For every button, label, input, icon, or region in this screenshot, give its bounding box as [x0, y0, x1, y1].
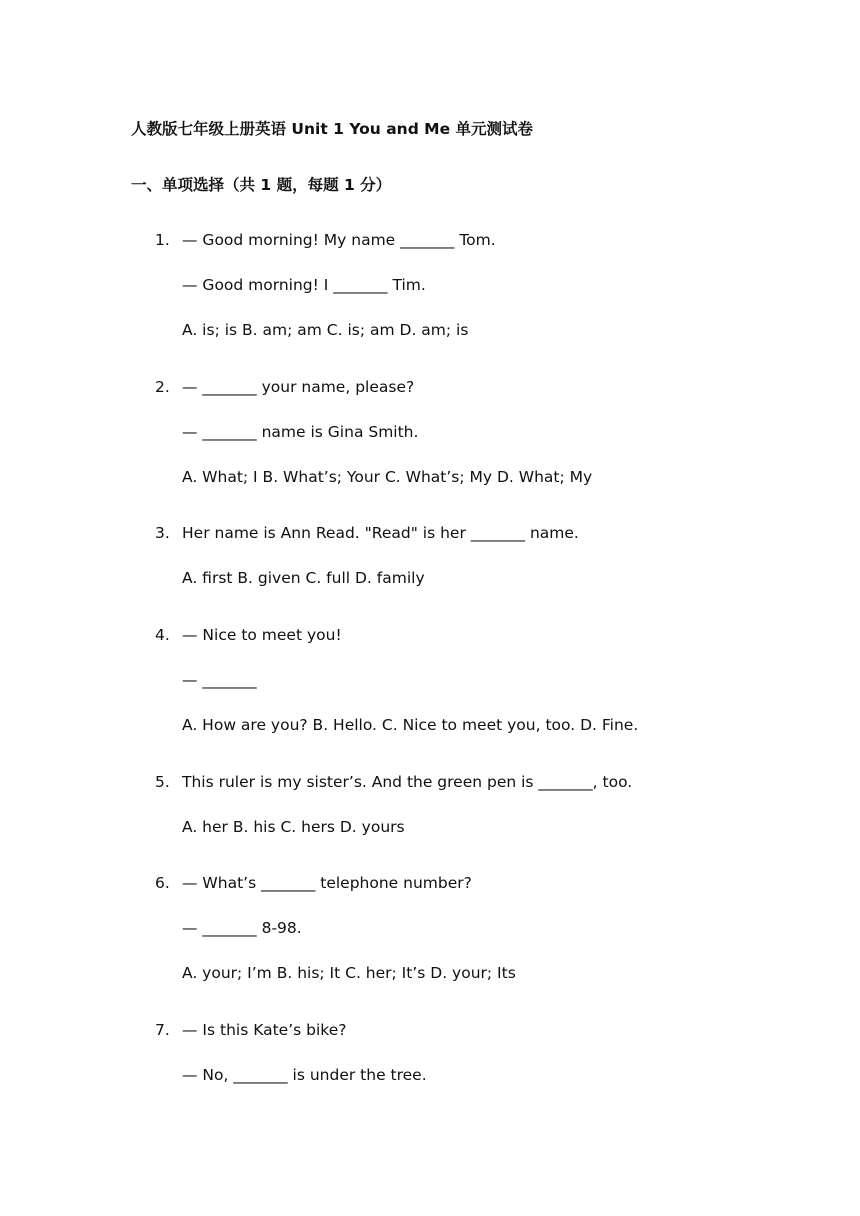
question-5-line-1: This ruler is my sister’s. And the green pen is _______, too.	[182, 773, 633, 791]
question-6-line-1: — What’s _______ telephone number?	[182, 874, 472, 892]
question-2-line-1: — _______ your name, please?	[182, 378, 415, 396]
question-3-options: A. first B. given C. full D. family	[182, 569, 425, 587]
document-title: 人教版七年级上册英语 Unit 1 You and Me 单元测试卷	[131, 120, 534, 138]
question-1-options: A. is; is B. am; am C. is; am D. am; is	[182, 321, 469, 339]
question-6-number: 6.	[155, 874, 170, 892]
question-3-line-1: Her name is Ann Read. "Read" is her _______ name.	[182, 524, 579, 542]
section-title: 一、单项选择（共 1 题，每题 1 分）	[131, 176, 392, 194]
question-5-options: A. her B. his C. hers D. yours	[182, 818, 405, 836]
question-1-number: 1.	[155, 231, 170, 249]
question-4-line-2: — _______	[182, 671, 257, 689]
question-6-options: A. your; I’m B. his; It C. her; It’s D. your; Its	[182, 964, 516, 982]
question-2-options: A. What; I B. What’s; Your C. What’s; My D. What; My	[182, 468, 593, 486]
question-6-line-2: — _______ 8-98.	[182, 919, 302, 937]
question-2-line-2: — _______ name is Gina Smith.	[182, 423, 419, 441]
question-3-number: 3.	[155, 524, 170, 542]
question-4-line-1: — Nice to meet you!	[182, 626, 342, 644]
question-4-options: A. How are you? B. Hello. C. Nice to meet you, too. D. Fine.	[182, 716, 639, 734]
question-4-number: 4.	[155, 626, 170, 644]
question-7-line-1: — Is this Kate’s bike?	[182, 1021, 347, 1039]
question-1-line-1: — Good morning! My name _______ Tom.	[182, 231, 496, 249]
question-2-number: 2.	[155, 378, 170, 396]
question-7-number: 7.	[155, 1021, 170, 1039]
question-1-line-2: — Good morning! I _______ Tim.	[182, 276, 426, 294]
question-5-number: 5.	[155, 773, 170, 791]
question-7-line-2: — No, _______ is under the tree.	[182, 1066, 427, 1084]
